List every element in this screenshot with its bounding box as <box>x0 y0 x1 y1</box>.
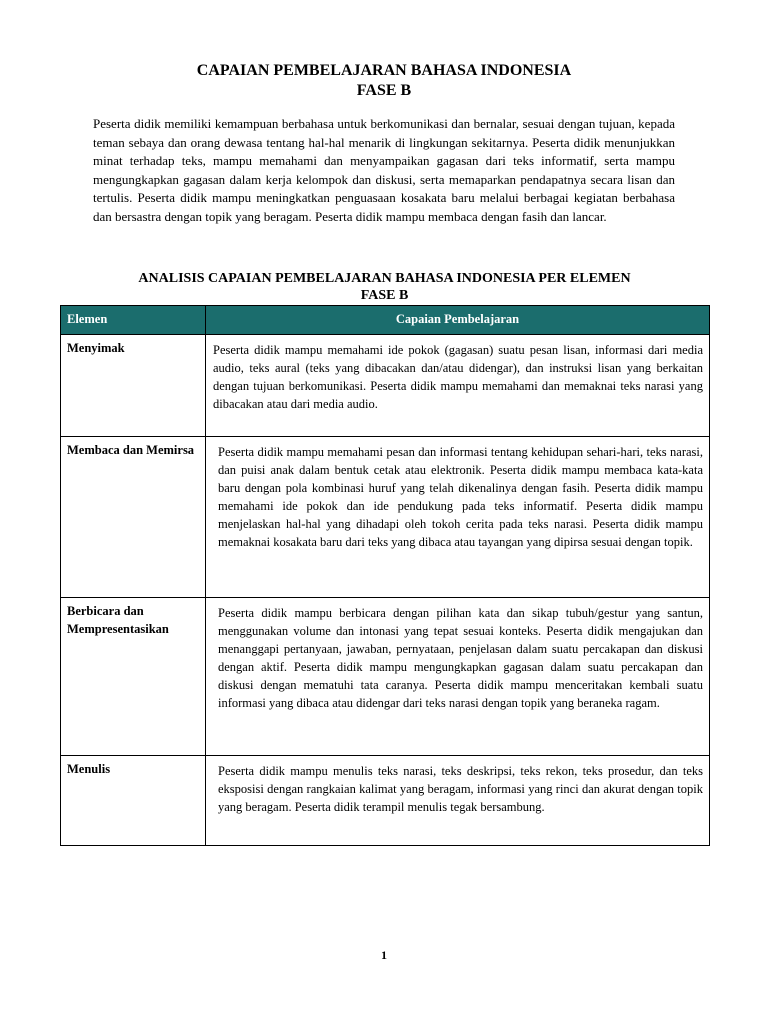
element-cell: Menulis <box>61 756 206 845</box>
analysis-table <box>60 305 710 846</box>
table-row <box>61 756 709 845</box>
achievement-cell: Peserta didik mampu memahami ide pokok (gagasan) suatu pesan lisan, informasi dari media audio, teks aural (teks yang dibacakan dan/atau didengar), dan instruksi lisan yang berkaitan dengan tujuan berkomunikasi. Peserta didik mampu memahami dan memaknai teks narasi yang dibacakan atau dari media audio. <box>213 343 703 411</box>
table-subtitle: FASE B <box>360 288 409 303</box>
table-row <box>61 437 709 598</box>
page-number: 1 <box>381 948 387 962</box>
element-cell: Membaca dan Memirsa <box>61 437 206 597</box>
element-cell: Berbicara dan Mempresentasikan <box>61 598 206 755</box>
table-row <box>61 335 709 437</box>
achievement-cell: Peserta didik mampu menulis teks narasi, teks deskripsi, teks rekon, teks prosedur, dan teks eksposisi dengan rangkaian kalimat yang beragam, informasi yang rinci dan akurat dengan topik yang beragam. Peserta didik terampil menulis tegak bersambung. <box>218 764 703 814</box>
achievement-cell: Peserta didik mampu berbicara dengan pilihan kata dan sikap tubuh/gestur yang santun, menggunakan volume dan intonasi yang tepat sesuai konteks. Peserta didik mengajukan dan menanggapi pertanyaan, jawaban, pernyataan, penjelasan dalam suatu percakapan dan diskusi dengan aktif. Peserta didik mampu mengungkapkan gagasan dalam suatu percakapan dan diskusi dengan mematuhi tata caranya. Peserta didik mampu menceritakan kembali suatu informasi yang dibaca atau didengar dari teks narasi dengan topik yang beraneka ragam. <box>218 606 703 710</box>
header-cell-elemen: Elemen <box>61 306 206 334</box>
document-subtitle: FASE B <box>356 82 412 99</box>
achievement-cell: Peserta didik mampu memahami pesan dan informasi tentang kehidupan sehari-hari, teks narasi, dan puisi anak dalam bentuk cetak atau elektronik. Peserta didik mampu membaca kata-kata baru dengan pola kombinasi huruf yang telah dikenalinya dengan fasih. Peserta didik mampu memahami ide pokok dan ide pendukung pada teks informatif. Peserta didik mampu menjelaskan hal-hal yang dihadapi oleh tokoh cerita pada teks narasi. Peserta didik mampu memaknai kosakata baru dari teks yang dibaca atau tayangan yang dipirsa sesuai dengan topik. <box>218 445 703 549</box>
document-title: CAPAIAN PEMBELAJARAN BAHASA INDONESIA <box>196 62 572 79</box>
table-header-row <box>61 306 709 335</box>
table-row <box>61 598 709 756</box>
intro-paragraph: Peserta didik memiliki kemampuan berbahasa untuk berkomunikasi dan bernalar, sesuai dengan tujuan, kepada teman sebaya dan orang dewasa tentang hal-hal menarik di lingkungan sekitarnya. Peserta didik menunjukkan minat terhadap teks, mampu memahami dan menyampaikan gagasan dari teks informatif, serta mampu mengungkapkan gagasan dalam kerja kelompok dan diskusi, serta memaparkan pendapatnya secara lisan dan tertulis. Peserta didik mampu meningkatkan penguasaan kosakata baru melalui berbagai kegiatan berbahasa dan bersastra dengan topik yang beragam. Peserta didik mampu membaca dengan fasih dan lancar. <box>93 116 675 224</box>
header-cell-capaian: Capaian Pembelajaran <box>395 312 520 326</box>
element-cell: Menyimak <box>61 335 206 436</box>
table-title: ANALISIS CAPAIAN PEMBELAJARAN BAHASA INDONESIA PER ELEMEN <box>138 271 631 286</box>
